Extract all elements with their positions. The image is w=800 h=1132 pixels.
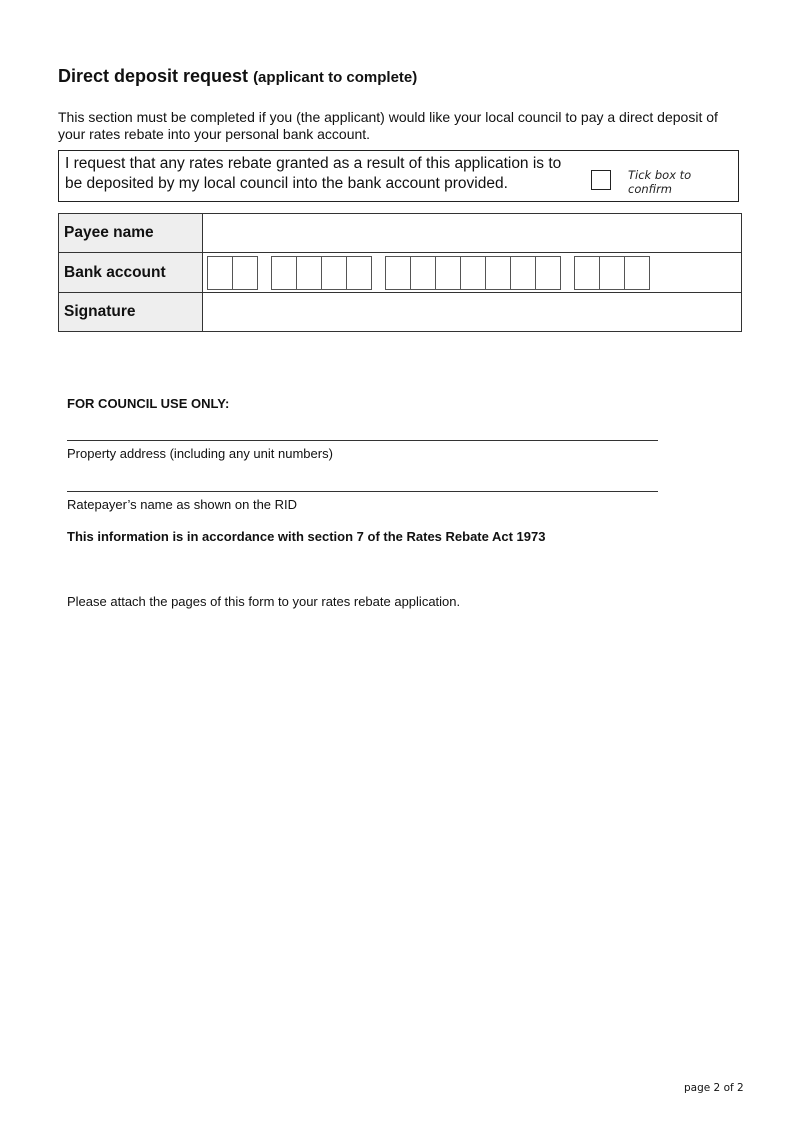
bank-digit-box[interactable] [271,256,297,290]
bank-digit-box[interactable] [435,256,461,290]
section-heading [58,66,417,87]
bank-digit-box[interactable] [410,256,436,290]
property-address-label: Property address (including any unit numbers) [67,446,333,461]
intro-text: This section must be completed if you (the applicant) would like your local council to pay a direct deposit of your rates rebate into your personal bank account. [58,109,718,142]
council-use-title: FOR COUNCIL USE ONLY: [67,396,230,411]
bank-account-label: Bank account [59,253,203,293]
legal-note: This information is in accordance with section 7 of the Rates Rebate Act 1973 [67,529,546,544]
bank-digit-box[interactable] [346,256,372,290]
bank-digit-box[interactable] [510,256,536,290]
payee-row [59,214,742,253]
signature-field[interactable] [203,293,742,332]
bank-digit-group [207,256,258,290]
property-address-line[interactable] [67,440,658,441]
bank-digit-box[interactable] [232,256,258,290]
ratepayer-name-line[interactable] [67,491,658,492]
attach-note: Please attach the pages of this form to your rates rebate application. [67,594,461,609]
signature-row [59,293,742,332]
bank-details-table [58,213,742,332]
bank-account-row [59,253,742,293]
payee-name-field[interactable] [203,214,742,253]
confirm-checkbox[interactable] [591,170,611,190]
bank-digit-box[interactable] [460,256,486,290]
tick-box-label: Tick box to confirm [628,168,692,196]
payee-name-label: Payee name [59,214,203,253]
bank-digit-box[interactable] [207,256,233,290]
section-subtitle: (applicant to complete) [253,69,418,86]
bank-digit-box[interactable] [296,256,322,290]
bank-digit-group [574,256,650,290]
bank-digit-box[interactable] [624,256,650,290]
consent-text: I request that any rates rebate granted as a result of this application is to be deposited by my local council into the bank account provided. [65,155,562,192]
section-title: Direct deposit request [58,66,249,86]
consent-box [58,150,739,202]
bank-account-digit-groups [203,253,741,292]
bank-digit-group [271,256,372,290]
bank-digit-box[interactable] [599,256,625,290]
bank-digit-box[interactable] [321,256,347,290]
bank-digit-box[interactable] [485,256,511,290]
bank-digit-group [385,256,561,290]
bank-account-cell [203,253,742,293]
bank-digit-box[interactable] [385,256,411,290]
bank-digit-box[interactable] [535,256,561,290]
signature-label: Signature [59,293,203,332]
page-number: page 2 of 2 [684,1082,744,1094]
bank-digit-box[interactable] [574,256,600,290]
ratepayer-name-label: Ratepayer’s name as shown on the RID [67,497,298,512]
